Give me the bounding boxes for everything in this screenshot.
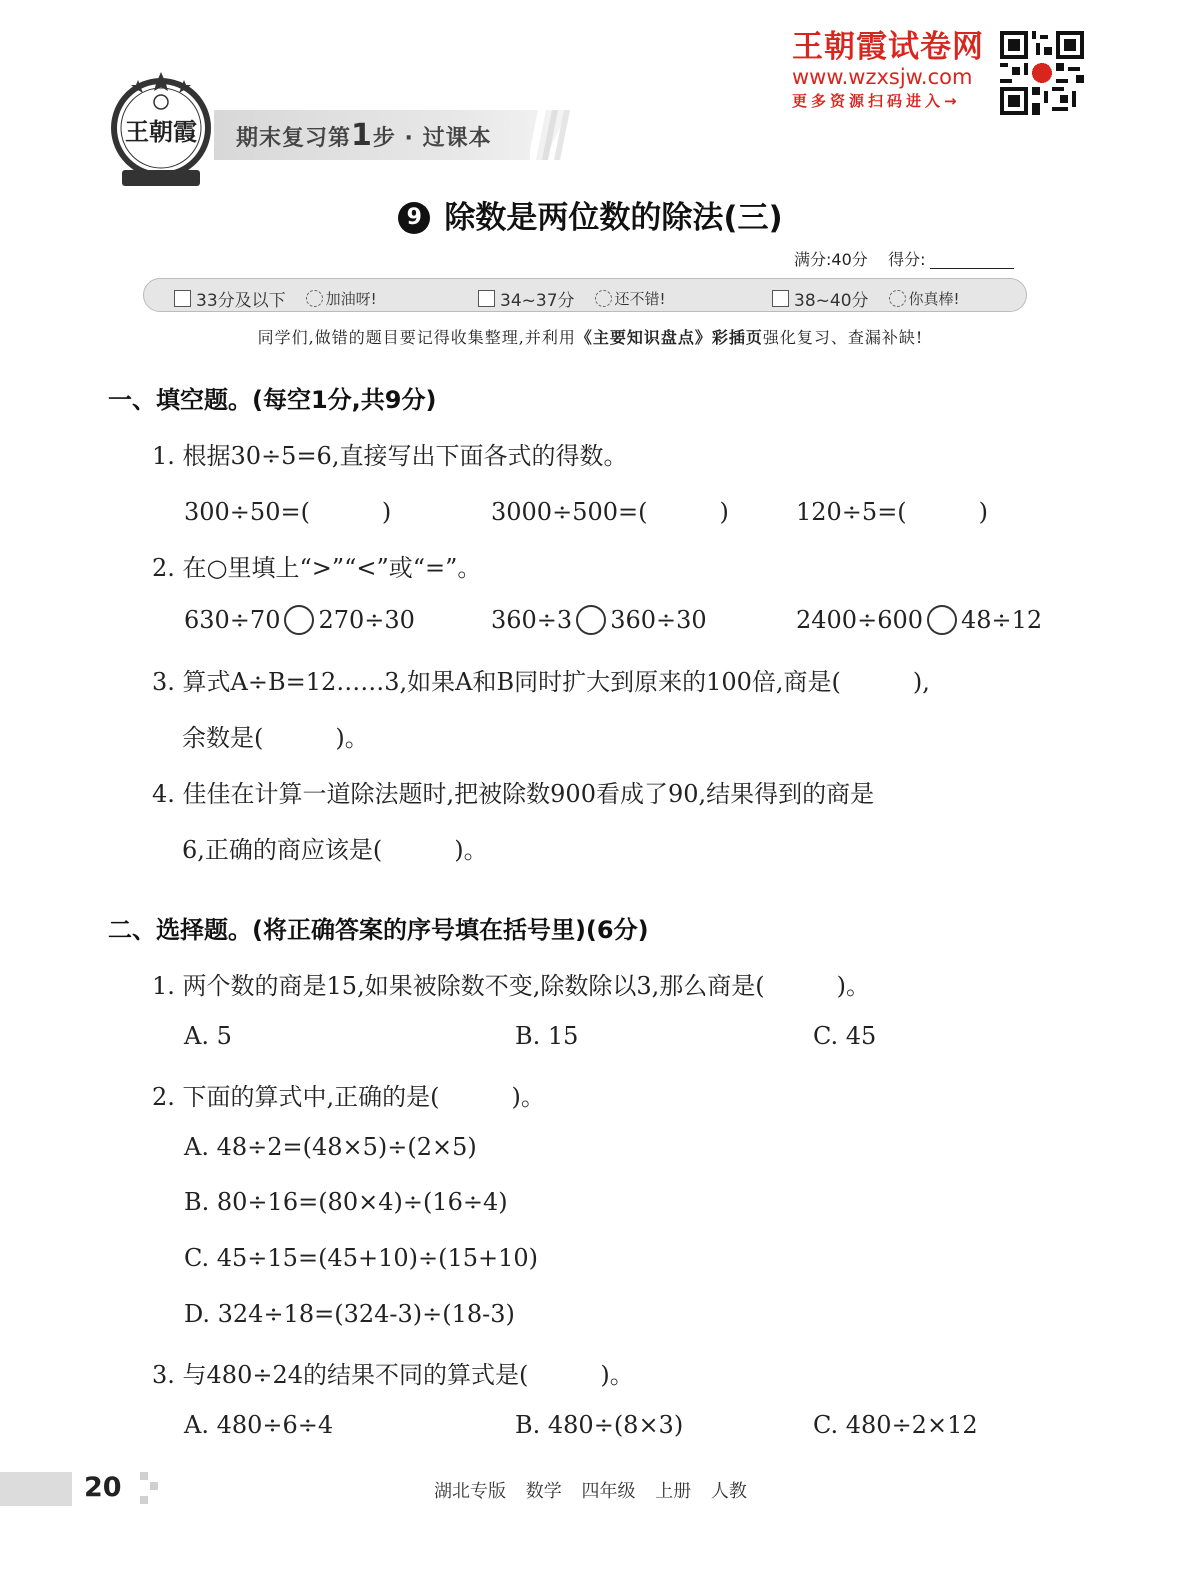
- score-blank[interactable]: [930, 252, 1014, 269]
- smile-face-icon: [889, 290, 906, 307]
- s1-q1-item-a[interactable]: 300÷50=( ): [184, 498, 392, 526]
- s1-q2: 2. 在○里填上“>”“<”或“=”。: [152, 554, 482, 582]
- scale-item-low[interactable]: 33分及以下 加油呀!: [174, 286, 377, 311]
- scale-item-mid[interactable]: 34~37分 还不错!: [478, 286, 666, 311]
- lesson-number-badge: 9: [398, 202, 430, 234]
- s1-q2-item-a: 630÷70 270÷30: [184, 606, 415, 634]
- s1-q3-line2[interactable]: 余数是( )。: [182, 724, 369, 752]
- compare-circle[interactable]: [927, 605, 957, 635]
- s2-q2-option-d: D. 324÷18=(324-3)÷(18-3): [184, 1300, 515, 1328]
- score-scale: [143, 278, 1027, 312]
- brand-block[interactable]: [792, 30, 997, 112]
- s2-q3-option-b: B. 480÷(8×3): [515, 1411, 684, 1439]
- s2-q1-option-a: A. 5: [184, 1022, 232, 1050]
- s1-q2-item-b: 360÷3 360÷30: [491, 606, 707, 634]
- footer-info: 湖北专版 数学 四年级 上册 人教: [434, 1481, 747, 1502]
- banner-stripes: [530, 110, 575, 160]
- smile-face-icon: [306, 290, 323, 307]
- s1-q1-item-b[interactable]: 3000÷500=( ): [491, 498, 729, 526]
- s1-q1-item-c[interactable]: 120÷5=( ): [796, 498, 989, 526]
- s2-q3[interactable]: 3. 与480÷24的结果不同的算式是( )。: [152, 1361, 634, 1389]
- study-tip: 同学们,做错的题目要记得收集整理,并利用《主要知识盘点》彩插页强化复习、查漏补缺!: [257, 328, 924, 347]
- compare-circle[interactable]: [284, 605, 314, 635]
- s2-q1-option-c: C. 45: [813, 1022, 877, 1050]
- scale-item-high[interactable]: 38~40分 你真棒!: [772, 286, 960, 311]
- wangzhaoxia-seal-logo: [108, 70, 214, 188]
- s2-q2-option-b: B. 80÷16=(80×4)÷(16÷4): [184, 1188, 508, 1216]
- brand-url[interactable]: www.wzxsjw.com: [792, 65, 973, 89]
- page-number: 20: [84, 1472, 122, 1503]
- smile-face-icon: [595, 290, 612, 307]
- checkbox[interactable]: [478, 290, 495, 307]
- s2-q3-option-a: A. 480÷6÷4: [184, 1411, 334, 1439]
- s2-q1-option-b: B. 15: [515, 1022, 579, 1050]
- checkbox[interactable]: [772, 290, 789, 307]
- s1-q4-line2[interactable]: 6,正确的商应该是( )。: [182, 836, 488, 864]
- s2-q2[interactable]: 2. 下面的算式中,正确的是( )。: [152, 1083, 545, 1111]
- brand-hint: 更多资源扫码进入→: [792, 92, 961, 110]
- s2-q2-option-a: A. 48÷2=(48×5)÷(2×5): [184, 1133, 477, 1161]
- s1-q3-line1[interactable]: 3. 算式A÷B=12……3,如果A和B同时扩大到原来的100倍,商是( ),: [152, 668, 930, 696]
- page-title: 9 除数是两位数的除法(三): [0, 192, 1181, 237]
- checkbox[interactable]: [174, 290, 191, 307]
- s2-q2-option-c: C. 45÷15=(45+10)÷(15+10): [184, 1244, 538, 1272]
- compare-circle[interactable]: [576, 605, 606, 635]
- section1-heading: 一、填空题。(每空1分,共9分): [108, 386, 437, 414]
- s1-q2-item-c: 2400÷600 48÷12: [796, 606, 1043, 634]
- s1-q4-line1: 4. 佳佳在计算一道除法题时,把被除数900看成了90,结果得到的商是: [152, 780, 875, 808]
- s2-q1[interactable]: 1. 两个数的商是15,如果被除数不变,除数除以3,那么商是( )。: [152, 972, 870, 1000]
- s2-q3-option-c: C. 480÷2×12: [813, 1411, 978, 1439]
- s1-q1: 1. 根据30÷5=6,直接写出下面各式的得数。: [152, 442, 628, 470]
- section2-heading: 二、选择题。(将正确答案的序号填在括号里)(6分): [108, 916, 649, 944]
- banner-text: 期末复习第1步 · 过课本: [236, 118, 492, 153]
- score-box: 满分:40分 得分:: [794, 247, 1014, 270]
- qr-code-icon[interactable]: [1000, 31, 1084, 115]
- brand-name: 王朝霞试卷网: [792, 29, 984, 65]
- seal-text: 王朝霞: [125, 117, 197, 146]
